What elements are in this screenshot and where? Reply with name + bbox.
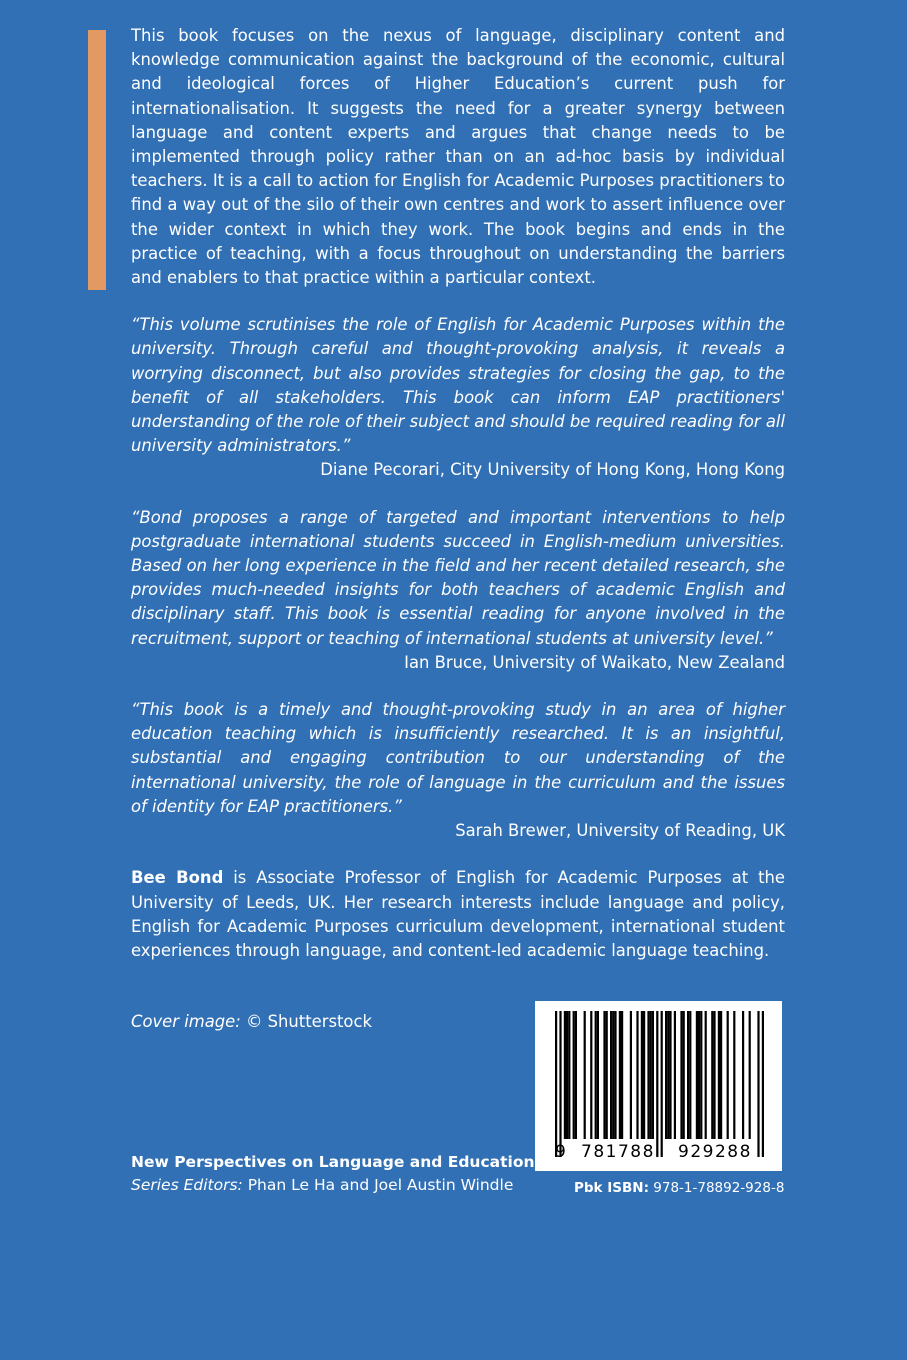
barcode-bar (652, 1011, 654, 1139)
barcode-bar (680, 1011, 682, 1139)
barcode-digit-group-1: 781788 (581, 1142, 655, 1162)
series-editors-label: Series Editors: (131, 1176, 243, 1194)
barcode-bar (698, 1011, 700, 1139)
author-bio (131, 866, 785, 963)
barcode-bar (700, 1011, 702, 1139)
cover-credit-label: Cover image: (131, 1012, 241, 1031)
barcode-bar (584, 1011, 586, 1139)
isbn-barcode (535, 1001, 782, 1171)
barcode-guard-bar (661, 1011, 663, 1157)
barcode-guard-bar (555, 1011, 557, 1157)
barcode-bar (610, 1011, 612, 1139)
barcode-bar (564, 1011, 566, 1139)
cover-credit-value: © Shutterstock (240, 1012, 372, 1031)
endorsement-text: “This book is a timely and thought-provoking study in an area of higher education teaching which is insufficiently researched. It is an insightful, substantial and engaging contribution to our understanding of the international university, the role of language in the curriculum and the issues of identity for EAP practitioners.” (131, 700, 785, 816)
barcode-bar (727, 1011, 729, 1139)
barcode-guard-bar (757, 1011, 759, 1157)
series-info (131, 1151, 535, 1197)
barcode-bar (713, 1011, 715, 1139)
barcode-bar (612, 1011, 614, 1139)
barcode-bar (696, 1011, 698, 1139)
barcode-bar (636, 1011, 638, 1139)
barcode-bar (674, 1011, 676, 1139)
barcode-guard-bar (762, 1011, 764, 1157)
barcode-bar (718, 1011, 720, 1139)
barcode-bar (705, 1011, 707, 1139)
endorsement-2 (131, 506, 785, 675)
barcode-bar (742, 1011, 744, 1139)
barcode-bar (606, 1011, 608, 1139)
barcode-bar (749, 1011, 751, 1139)
barcode-bar (614, 1011, 616, 1139)
endorsement-text: “Bond proposes a range of targeted and important interventions to help postgraduate international students succeed in English-medium universities. Based on her long experience in the field and her recent detailed research, she provides much-needed insights for both teachers of academic English and disciplinary staff. This book is essential reading for anyone involved in the recruitment, support or teaching of international students at university level.” (131, 507, 785, 648)
endorsement-text: “This volume scrutinises the role of English for Academic Purposes within the university. Through careful and thought-provoking analysis, it reveals a worrying disconnect, but also provides strategies for closing the gap, to the benefit of all stakeholders. This book can inform EAP practitioners' understanding of the role of their subject and should be required reading for all university administrators.” (131, 315, 785, 456)
barcode-bar (568, 1011, 570, 1139)
barcode-guard-bar (559, 1011, 561, 1157)
barcode-digit-group-2: 929288 (678, 1142, 752, 1162)
barcode-bar (687, 1011, 689, 1139)
barcode-bar (647, 1011, 649, 1139)
barcode-bar (683, 1011, 685, 1139)
series-title: New Perspectives on Language and Education (131, 1153, 535, 1171)
barcode-guard-bar (656, 1011, 658, 1157)
barcode-bar (621, 1011, 623, 1139)
isbn-prefix: Pbk ISBN: (574, 1180, 649, 1196)
author-bio-text: is Associate Professor of English for Academic Purposes at the University of Leeds, UK. Her research interests include language and policy, English for Academic Purposes curriculum development, international student experiences through language, and content-led academic language teaching. (131, 868, 786, 960)
barcode-bar (597, 1011, 599, 1139)
barcode-bar (665, 1011, 667, 1139)
barcode-digits (535, 1139, 782, 1165)
barcode-bar (575, 1011, 577, 1139)
barcode-bar (669, 1011, 671, 1139)
endorsement-3 (131, 698, 785, 843)
back-cover-content (131, 24, 785, 963)
accent-bar (88, 30, 106, 290)
series-editors-names: Phan Le Ha and Joel Austin Windle (242, 1176, 514, 1194)
author-name: Bee Bond (131, 868, 224, 888)
barcode-bar (689, 1011, 691, 1139)
barcode-bar (643, 1011, 645, 1139)
cover-image-credit (131, 1010, 372, 1034)
isbn-label (574, 1178, 784, 1198)
barcode-bar (650, 1011, 652, 1139)
barcode-bar (566, 1011, 568, 1139)
endorsement-attribution: Sarah Brewer, University of Reading, UK (455, 821, 785, 841)
endorsement-attribution: Diane Pecorari, City University of Hong Kong, Hong Kong (320, 460, 785, 480)
barcode-bar (720, 1011, 722, 1139)
endorsement-1 (131, 313, 785, 482)
barcode-bar (603, 1011, 605, 1139)
barcode-bar (641, 1011, 643, 1139)
barcode-bar (630, 1011, 632, 1139)
series-editors (131, 1174, 535, 1197)
book-blurb: This book focuses on the nexus of language, disciplinary content and knowledge communication against the background of the economic, cultural and ideological forces of Higher Education’s current push for internationalisation. It suggests the need for a greater synergy between language and content experts and argues that change needs to be implemented through policy rather than on an ad-hoc basis by individual teachers. It is a call to action for English for Academic Purposes practitioners to find a way out of the silo of their own centres and work to assert influence over the wider context in which they work. The book begins and ends in the practice of teaching, with a focus throughout on understanding the barriers and enablers to that practice within a particular context. (131, 26, 785, 288)
barcode-bar (573, 1011, 575, 1139)
barcode-lead-digit: 9 (555, 1142, 566, 1162)
barcode-bar (667, 1011, 669, 1139)
barcode-bar (619, 1011, 621, 1139)
barcode-bar (711, 1011, 713, 1139)
barcode-bar (733, 1011, 735, 1139)
barcode-bar (590, 1011, 592, 1139)
isbn-number: 978-1-78892-928-8 (648, 1180, 785, 1196)
endorsement-attribution: Ian Bruce, University of Waikato, New Zealand (404, 652, 785, 672)
barcode-bar (595, 1011, 597, 1139)
